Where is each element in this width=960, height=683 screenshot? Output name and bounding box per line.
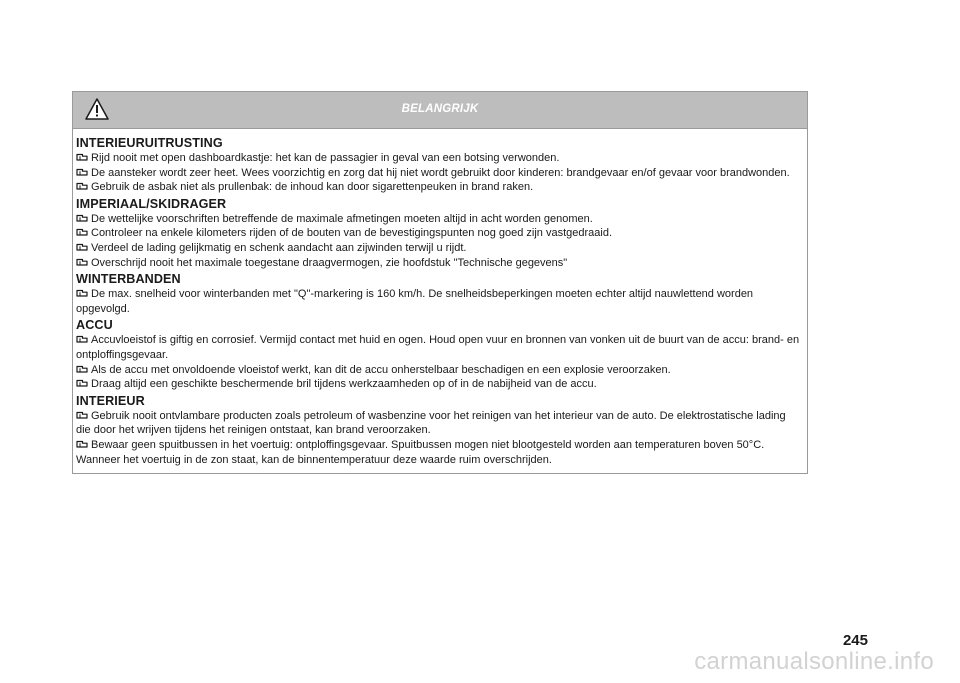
hand-pointer-icon bbox=[76, 335, 88, 343]
warning-box bbox=[72, 91, 808, 474]
section-title: INTERIEURUITRUSTING bbox=[76, 136, 223, 150]
hand-pointer-icon bbox=[76, 289, 88, 297]
bullet-item bbox=[76, 287, 801, 316]
bullet-text: Accuvloeistof is giftig en corrosief. Vermijd contact met huid en ogen. Houd open vuur en bronnen van vonken uit de buurt van de accu: brand- en ontploffingsgevaar. bbox=[76, 334, 800, 361]
bullet-text: De max. snelheid voor winterbanden met "Q"-markering is 160 km/h. De snelheidsbeperkingen moeten echter altijd nauwlettend worden opgevolgd. bbox=[76, 288, 754, 315]
bullet-item bbox=[76, 151, 801, 166]
bullet-item bbox=[76, 409, 801, 438]
bullet-text: Gebruik de asbak niet als prullenbak: de inhoud kan door sigarettenpeuken in brand raken. bbox=[91, 181, 534, 194]
hand-pointer-icon bbox=[76, 214, 88, 222]
bullet-text: Controleer na enkele kilometers rijden of de bouten van de bevestigingspunten nog goed zijn vastgedraaid. bbox=[91, 227, 613, 240]
hand-pointer-icon bbox=[76, 411, 88, 419]
section-title: INTERIEUR bbox=[76, 393, 145, 408]
section-title: IMPERIAAL/SKIDRAGER bbox=[76, 196, 227, 211]
warning-title: BELANGRIJK bbox=[401, 103, 479, 115]
hand-pointer-icon bbox=[76, 228, 88, 236]
bullet-item bbox=[76, 241, 801, 256]
page-number: 245 bbox=[842, 632, 868, 649]
bullet-item bbox=[76, 363, 801, 378]
bullet-text: De wettelijke voorschriften betreffende de maximale afmetingen moeten altijd in acht worden genomen. bbox=[91, 212, 593, 225]
hand-pointer-icon bbox=[76, 365, 88, 373]
hand-pointer-icon bbox=[76, 258, 88, 266]
bullet-item bbox=[76, 212, 801, 227]
bullet-item bbox=[76, 226, 801, 241]
hand-pointer-icon bbox=[76, 153, 88, 161]
bullet-text: Verdeel de lading gelijkmatig en schenk aandacht aan zijwinden terwijl u rijdt. bbox=[91, 241, 467, 254]
hand-pointer-icon bbox=[76, 243, 88, 251]
bullet-text: Rijd nooit met open dashboardkastje: het kan de passagier in geval van een botsing verwonden. bbox=[91, 152, 560, 164]
hand-pointer-icon bbox=[76, 379, 88, 387]
bullet-text: Draag altijd een geschikte beschermende bril tijdens werkzaamheden op of in de nabijheid van de accu. bbox=[91, 378, 597, 391]
section-title: WINTERBANDEN bbox=[76, 272, 181, 287]
bullet-item bbox=[76, 166, 801, 181]
bullet-text: Bewaar geen spuitbussen in het voertuig: ontploffingsgevaar. Spuitbussen mogen niet blootgesteld worden aan temperaturen boven 50°C. Wanneer het voertuig in de zon staat, kan de binnentemperatuur deze waarde ruim overschrijden. bbox=[76, 438, 765, 466]
bullet-text: Gebruik nooit ontvlambare producten zoals petroleum of wasbenzine voor het reinigen van het interieur van de auto. De elektrostatische lading die door het wrijven tijdens het reinigen ontstaat, kan brand veroorzaken. bbox=[76, 409, 786, 437]
bullet-text: Overschrijd nooit het maximale toegestane draagvermogen, zie hoofdstuk "Technische gegevens" bbox=[91, 256, 568, 269]
bullet-item bbox=[76, 256, 801, 271]
watermark: carmanualsonline.info bbox=[694, 648, 934, 675]
bullet-text: Als de accu met onvoldoende vloeistof werkt, kan dit de accu onherstelbaar beschadigen en een explosie veroorzaken. bbox=[91, 363, 671, 376]
bullet-item bbox=[76, 438, 801, 467]
bullet-item bbox=[76, 333, 801, 362]
bullet-item bbox=[76, 180, 801, 195]
warning-body bbox=[73, 129, 807, 473]
hand-pointer-icon bbox=[76, 440, 88, 448]
bullet-item bbox=[76, 377, 801, 392]
hand-pointer-icon bbox=[76, 168, 88, 176]
hand-pointer-icon bbox=[76, 182, 88, 190]
section-title: ACCU bbox=[76, 318, 113, 333]
bullet-text: De aansteker wordt zeer heet. Wees voorzichtig en zorg dat hij niet wordt gebruikt door kinderen: brandgevaar en/of gevaar voor brandwonden. bbox=[91, 166, 790, 179]
warning-header bbox=[73, 92, 807, 129]
